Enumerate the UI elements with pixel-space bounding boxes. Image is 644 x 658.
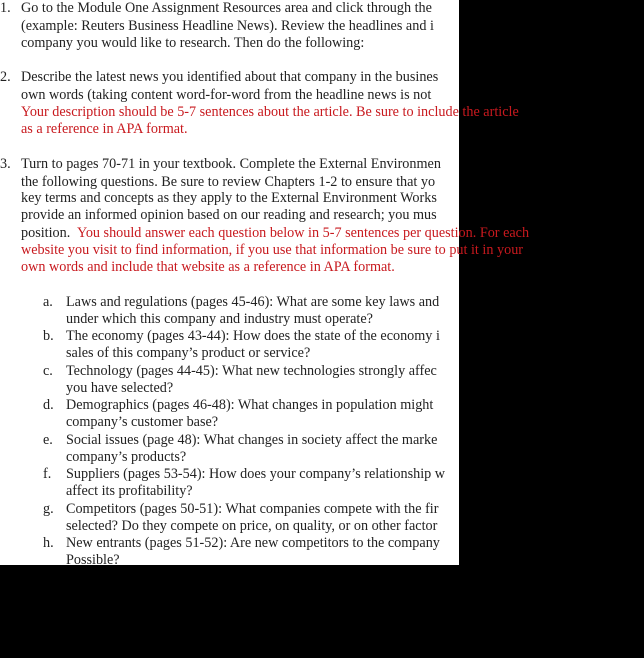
subitem-letter: d. <box>43 397 54 413</box>
subitem-g-line-2: selected? Do they compete on price, on quality, or on other factor <box>66 518 438 534</box>
item-3-line-1: Turn to pages 70-71 in your textbook. Complete the External Environmen <box>21 156 441 172</box>
subitem-c-line-2: you have selected? <box>66 380 174 396</box>
item-3-red-line-2: website you visit to find information, if you use that information be sure to put it in your <box>21 242 524 258</box>
subitem-c-line-1: Technology (pages 44-45): What new technologies strongly affec <box>66 363 437 379</box>
item-2-red-line-1: Your description should be 5-7 sentences about the article. Be sure to include the article <box>21 104 519 120</box>
item-2-red-line-2: as a reference in APA format. <box>21 121 188 137</box>
item-1-line-2: (example: Reuters Business Headline News). Review the headlines and i <box>21 18 434 34</box>
item-1-line-1: Go to the Module One Assignment Resources area and click through the <box>21 0 432 16</box>
subitem-d-line-2: company’s customer base? <box>66 414 219 430</box>
item-2-line-1: Describe the latest news you identified about that company in the busines <box>21 69 439 85</box>
subitem-g-line-1: Competitors (pages 50-51): What companies compete with the fir <box>66 501 439 517</box>
item-3-line-4: provide an informed opinion based on our reading and research; you mus <box>21 207 437 223</box>
subitem-letter: h. <box>43 535 54 551</box>
subitem-b-line-1: The economy (pages 43-44): How does the state of the economy i <box>66 328 440 344</box>
item-3-red-line-1: You should answer each question below in 5-7 sentences per question. For each <box>77 225 530 241</box>
subitem-f-line-1: Suppliers (pages 53-54): How does your company’s relationship w <box>66 466 446 482</box>
subitem-h-line-2: Possible? <box>66 552 120 565</box>
item-3-red-line-3: own words and include that website as a reference in APA format. <box>21 259 395 275</box>
subitem-f-line-2: affect its profitability? <box>66 483 193 499</box>
subitem-letter: c. <box>43 363 53 379</box>
subitem-d-line-1: Demographics (pages 46-48): What changes in population might <box>66 397 434 413</box>
subitem-a-line-1: Laws and regulations (pages 45-46): What are some key laws and <box>66 294 440 310</box>
subitem-b-line-2: sales of this company’s product or service? <box>66 345 311 361</box>
subitem-a-line-2: under which this company and industry must operate? <box>66 311 373 327</box>
item-number: 1. <box>0 0 11 16</box>
item-3-line-3: key terms and concepts as they apply to the External Environment Works <box>21 190 437 206</box>
item-3-position-prefix: position. <box>21 225 71 241</box>
item-number: 2. <box>0 69 11 85</box>
subitem-letter: g. <box>43 501 54 517</box>
item-2-line-2: own words (taking content word-for-word from the headline news is not <box>21 87 432 103</box>
subitem-letter: e. <box>43 432 53 448</box>
item-3-line-2: the following questions. Be sure to review Chapters 1-2 to ensure that yo <box>21 174 436 190</box>
item-number: 3. <box>0 156 11 172</box>
subitem-e-line-2: company’s products? <box>66 449 187 465</box>
item-1-line-3: company you would like to research. Then do the following: <box>21 35 365 51</box>
subitem-letter: b. <box>43 328 54 344</box>
subitem-e-line-1: Social issues (page 48): What changes in society affect the marke <box>66 432 438 448</box>
subitem-h-line-1: New entrants (pages 51-52): Are new competitors to the company <box>66 535 440 551</box>
subitem-letter: f. <box>43 466 52 482</box>
subitem-letter: a. <box>43 294 53 310</box>
